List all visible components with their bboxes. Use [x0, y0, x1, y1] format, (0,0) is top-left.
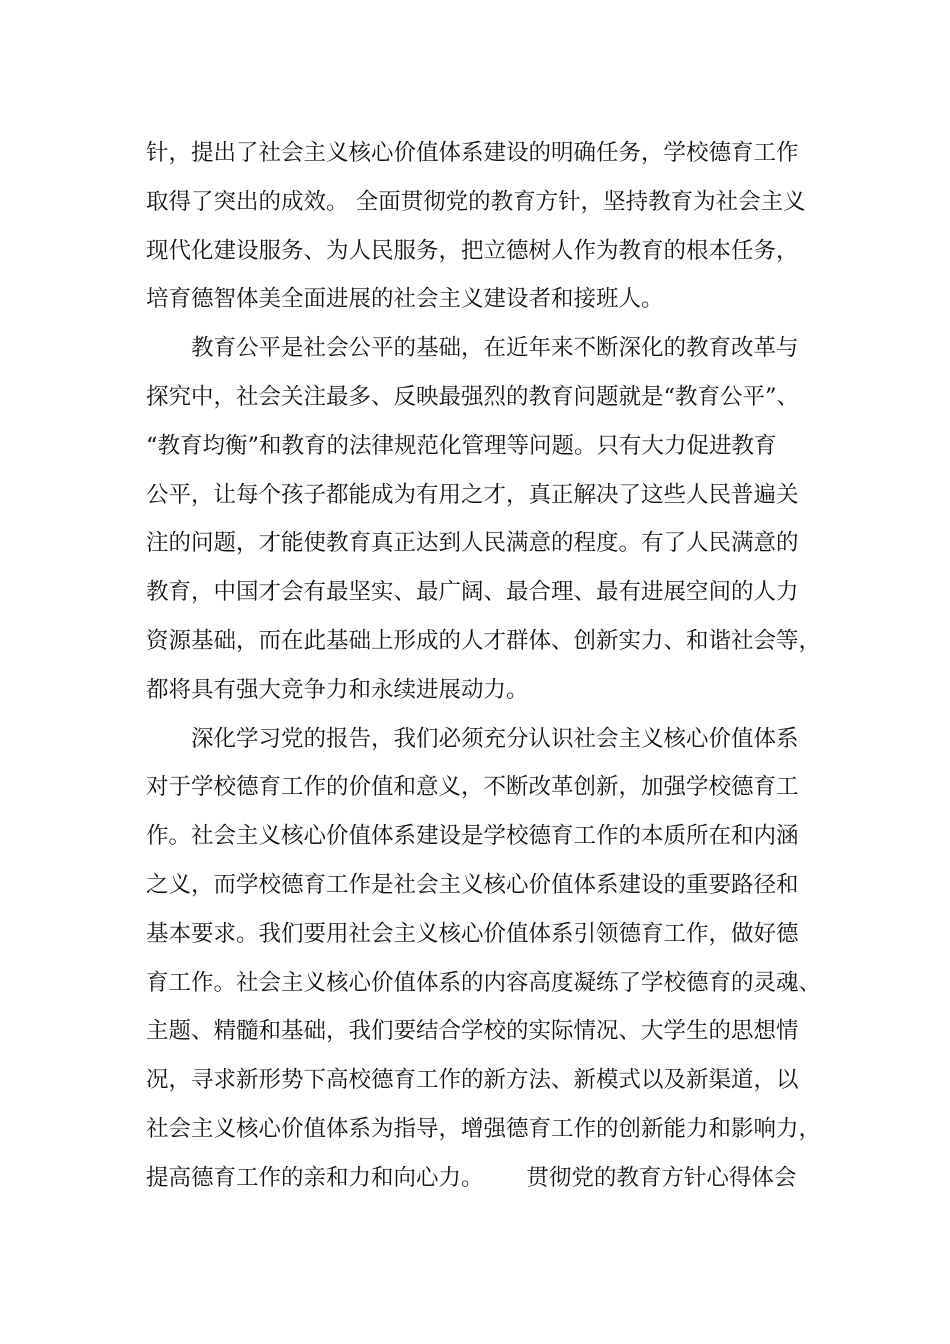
- paragraph-1: [146, 129, 826, 324]
- text-line: 教育，中国才会有最坚实、最广阔、最合理、最有进展空间的人力: [146, 579, 799, 606]
- text-line: 提高德育工作的亲和力和向心力。 贯彻党的教育方针心得体会: [146, 1164, 797, 1191]
- text-line: 探究中，社会关注最多、反映最强烈的教育问题就是“教育公平”、: [146, 383, 800, 410]
- text-line: 社会主义核心价值体系为指导，增强德育工作的创新能力和影响力，: [146, 1115, 822, 1142]
- text-line: 培育德智体美全面进展的社会主义建设者和接班人。: [146, 286, 664, 313]
- paragraph-2: [146, 324, 826, 714]
- text-line: 公平，让每个孩子都能成为有用之才，真正解决了这些人民普遍关: [146, 481, 799, 508]
- text-line: 都将具有强大竞争力和永续进展动力。: [146, 676, 529, 703]
- text-line: 对于学校德育工作的价值和意义，不断改革创新，加强学校德育工: [146, 774, 799, 801]
- paragraph-3: [146, 715, 826, 1203]
- text-line: 主题、精髓和基础，我们要结合学校的实际情况、大学生的思想情: [146, 1018, 799, 1045]
- text-line: 育工作。社会主义核心价值体系的内容高度凝练了学校德育的灵魂、: [146, 969, 822, 996]
- text-line: 之义，而学校德育工作是社会主义核心价值体系建设的重要路径和: [146, 871, 799, 898]
- text-line: 资源基础，而在此基础上形成的人才群体、创新实力、和谐社会等，: [146, 627, 822, 654]
- text-line: 基本要求。我们要用社会主义核心价值体系引领德育工作，做好德: [146, 920, 799, 947]
- text-line: 教育公平是社会公平的基础，在近年来不断深化的教育改革与: [191, 335, 799, 362]
- text-line: 针，提出了社会主义核心价值体系建设的明确任务，学校德育工作: [146, 140, 799, 166]
- text-line: 现代化建设服务、为人民服务，把立德树人作为教育的根本任务，: [146, 237, 799, 264]
- text-line: 况，寻求新形势下高校德育工作的新方法、新模式以及新渠道，以: [146, 1067, 799, 1094]
- text-line: 深化学习党的报告，我们必须充分认识社会主义核心价值体系: [191, 725, 799, 752]
- text-line: 作。社会主义核心价值体系建设是学校德育工作的本质所在和内涵: [146, 823, 799, 850]
- text-line: 取得了突出的成效。 全面贯彻党的教育方针，坚持教育为社会主义: [146, 188, 806, 215]
- text-line: 注的问题，才能使教育真正达到人民满意的程度。有了人民满意的: [146, 530, 799, 557]
- body-text: [146, 129, 826, 1203]
- text-line: “教育均衡”和教育的法律规范化管理等问题。只有大力促进教育: [146, 432, 777, 459]
